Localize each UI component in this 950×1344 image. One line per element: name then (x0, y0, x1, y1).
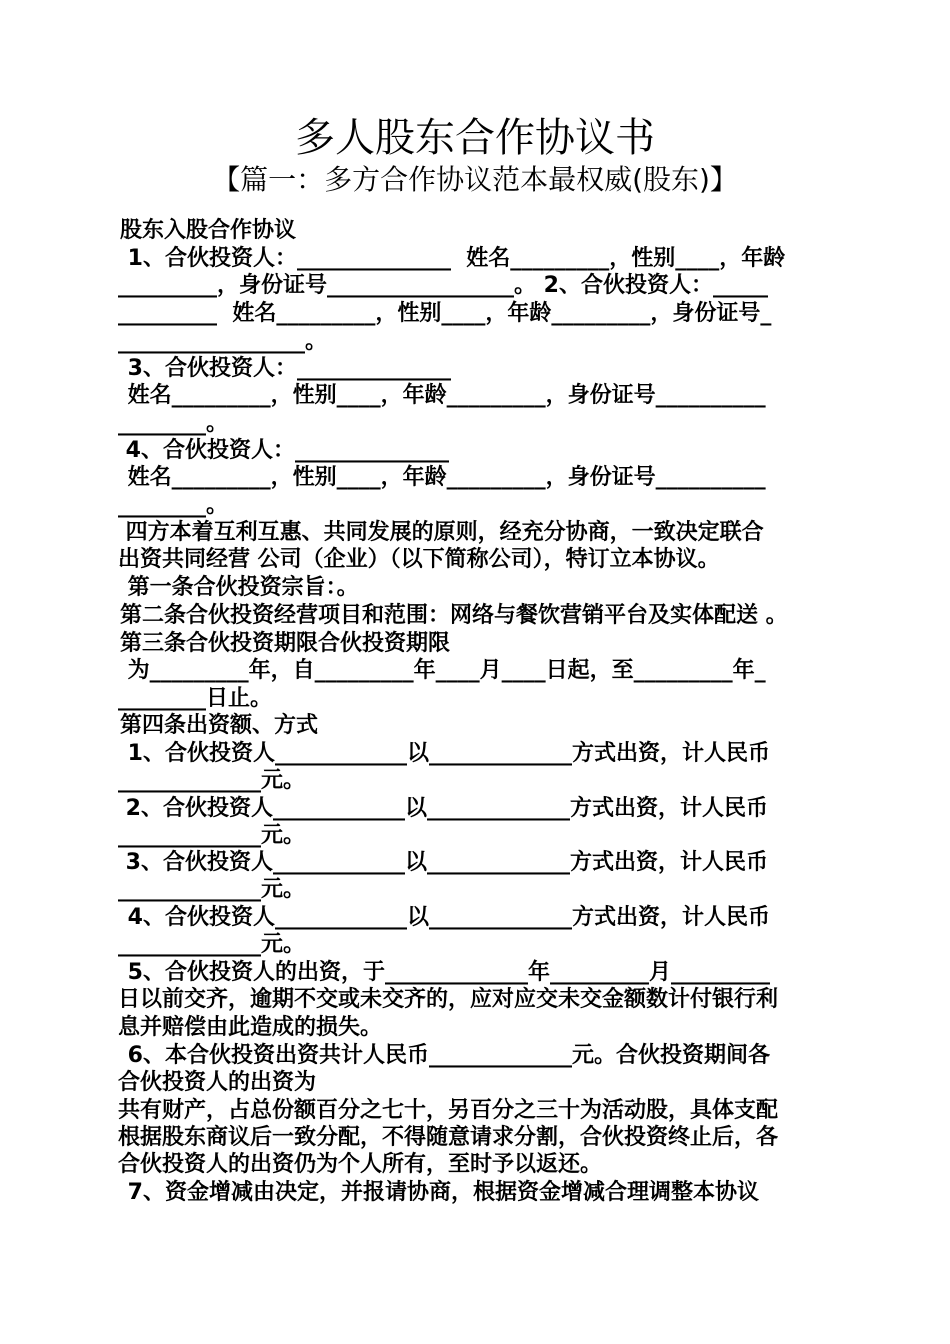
body-line: _____________元。 (118, 877, 306, 902)
body-line: 合伙投资人的出资仍为个人所有，至时予以返还。 (118, 1152, 603, 1177)
body-line: 6、本合伙投资出资共计人民币_____________元。合伙投资期间各 (120, 1043, 770, 1068)
body-line: 第二条合伙投资经营项目和范围：网络与餐饮营销平台及实体配送 。 (120, 603, 788, 628)
body-line: 1、合伙投资人____________以_____________方式出资，计人民币 (120, 741, 770, 766)
body-line: 3、合伙投资人：______________ (120, 356, 451, 381)
body-line: 4、合伙投资人：______________ (118, 438, 449, 463)
body-line: 出资共同经营 公司（企业）（以下简称公司），特订立本协议。 (118, 547, 720, 572)
body-line: 7、资金增减由决定，并报请协商，根据资金增减合理调整本协议 (120, 1180, 759, 1205)
body-line: ________。 (118, 411, 229, 436)
body-line: 股东入股合作协议 (120, 218, 297, 243)
body-line: 第三条合伙投资期限合伙投资期限 (120, 631, 451, 656)
body-line: _____________元。 (118, 768, 306, 793)
body-line: 第四条出资额、方式 (120, 713, 319, 738)
body-line: 4、合伙投资人____________以_____________方式出资，计人民币 (120, 905, 770, 930)
document-subtitle: 【篇一：多方合作协议范本最权威(股东)】 (212, 163, 738, 196)
body-line: 1、合伙投资人：______________ 姓名_________，性别____，年龄 (120, 246, 786, 271)
body-line: 合伙投资人的出资为 (118, 1070, 317, 1095)
body-line: 3、合伙投资人____________以_____________方式出资，计人民币 (118, 850, 768, 875)
body-line: 第一条合伙投资宗旨：。 (120, 575, 359, 600)
body-line: 为_________年，自_________年____月____日起，至_________年_ (120, 658, 766, 683)
body-line: 共有财产，占总份额百分之七十，另百分之三十为活动股，具体支配 (118, 1098, 779, 1123)
body-line: 四方本着互利互惠、共同发展的原则，经充分协商，一致决定联合 (118, 520, 764, 545)
body-line: _________，身份证号_________________。 2、合伙投资人：_____ (118, 273, 768, 298)
body-line: 姓名_________，性别____，年龄_________，身份证号__________ (120, 383, 766, 408)
body-line: _____________元。 (118, 823, 306, 848)
body-line: 2、合伙投资人____________以_____________方式出资，计人民币 (118, 796, 768, 821)
body-line: 根据股东商议后一致分配，不得随意请求分割，合伙投资终止后，各 (118, 1125, 779, 1150)
body-line: 姓名_________，性别____，年龄_________，身份证号__________ (120, 465, 766, 490)
body-line: _________________。 (118, 329, 328, 354)
body-line: _________ 姓名_________，性别____，年龄_________，身份证号_ (118, 301, 772, 326)
body-line: 5、合伙投资人的出资，于_____________年_________月_________ (120, 960, 770, 985)
body-line: ________日止。 (118, 686, 273, 711)
document-title: 多人股东合作协议书 (295, 115, 655, 161)
body-line: _____________元。 (118, 932, 306, 957)
body-line: 日以前交齐，逾期不交或未交齐的，应对应交未交金额数计付银行利 (118, 987, 779, 1012)
body-line: 息并赔偿由此造成的损失。 (118, 1015, 383, 1040)
body-line: ________。 (118, 493, 229, 518)
